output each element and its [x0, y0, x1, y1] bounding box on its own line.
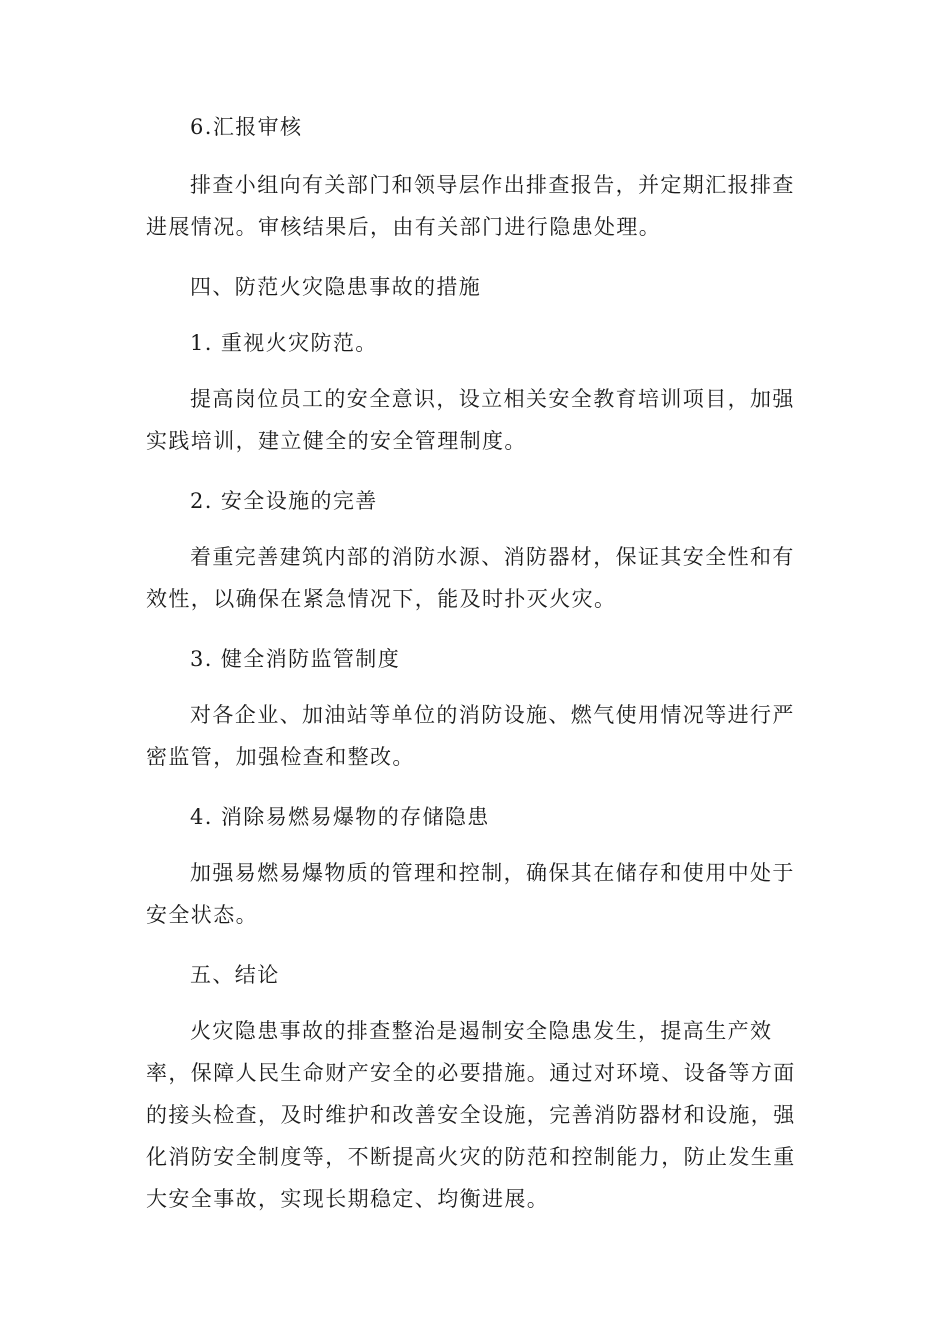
paragraph-flammable-storage: 加强易燃易爆物质的管理和控制，确保其在储存和使用中处于安全状态。 — [146, 861, 795, 927]
subheading-flammable-storage: 4. 消除易燃易爆物的存储隐患 — [190, 805, 490, 829]
section-heading-report-review: 6.汇报审核 — [190, 115, 303, 139]
subheading-fire-supervision: 3. 健全消防监管制度 — [190, 647, 401, 671]
document-body — [146, 106, 800, 1238]
subheading-fire-prevention: 1. 重视火灾防范。 — [190, 331, 378, 355]
paragraph-safety-facilities: 着重完善建筑内部的消防水源、消防器材，保证其安全性和有效性，以确保在紧急情况下，能及时扑灭火灾。 — [146, 545, 795, 611]
section-heading-conclusion: 五、结论 — [190, 963, 280, 987]
paragraph-fire-supervision: 对各企业、加油站等单位的消防设施、燃气使用情况等进行严密监管，加强检查和整改。 — [146, 703, 795, 769]
section-heading-prevention-measures: 四、防范火灾隐患事故的措施 — [190, 275, 482, 299]
paragraph-fire-prevention: 提高岗位员工的安全意识，设立相关安全教育培训项目，加强实践培训，建立健全的安全管理制度。 — [146, 387, 795, 453]
subheading-safety-facilities: 2. 安全设施的完善 — [190, 489, 378, 513]
paragraph-conclusion: 火灾隐患事故的排查整治是遏制安全隐患发生，提高生产效率，保障人民生命财产安全的必要措施。通过对环境、设备等方面的接头检查，及时维护和改善安全设施，完善消防器材和设施，强化消防安全制度等，不断提高火灾的防范和控制能力，防止发生重大安全事故，实现长期稳定、均衡进展。 — [146, 1019, 796, 1211]
paragraph-report-review: 排查小组向有关部门和领导层作出排查报告，并定期汇报排查进展情况。审核结果后，由有关部门进行隐患处理。 — [146, 173, 795, 239]
